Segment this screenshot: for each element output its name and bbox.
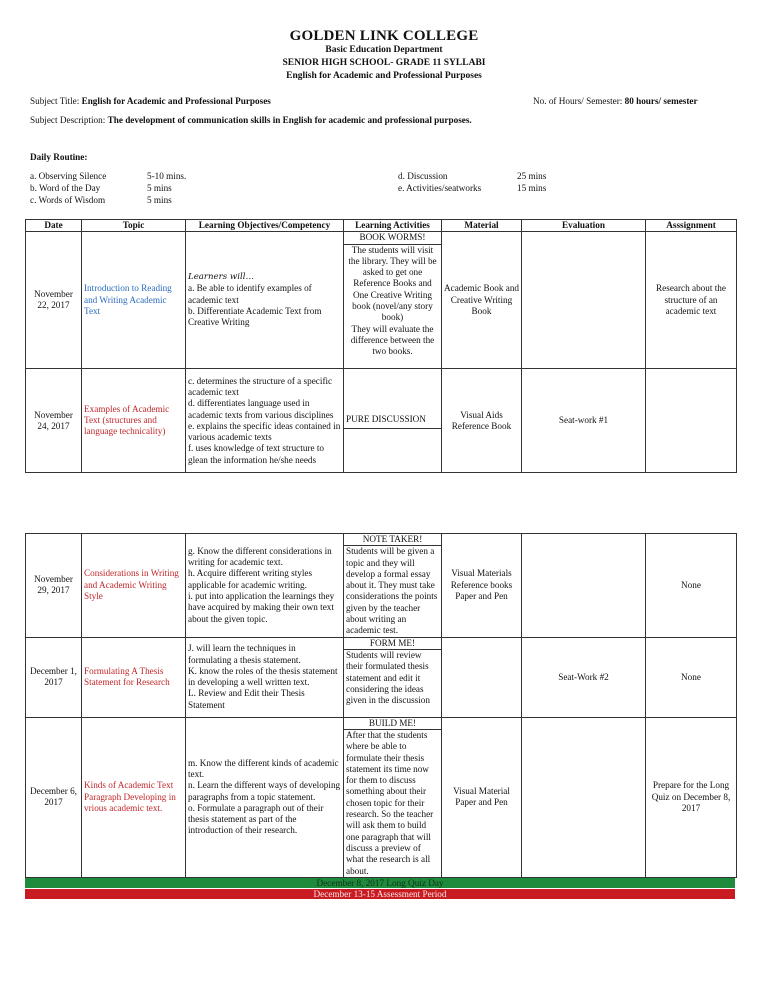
row-material: Visual Aids Reference Book [442,369,522,473]
row-date: November 22, 2017 [26,232,82,369]
department: Basic Education Department [325,45,443,55]
hours [533,96,698,106]
syllabus-table-2 [25,533,737,878]
row-objectives: m. Know the different kinds of academic text. n. Learn the different ways of developing paragraphs from a topic statement. o. Formulate a paragraph out of their thesis statement as part of the introduction of their research. [186,717,344,877]
row-objectives: J. will learn the techniques in formulating a thesis statement. K. know the roles of the thesis statement in developing a well written text. L. Review and Edit their Thesis Statement [186,637,344,717]
table-row [26,369,737,473]
header-evaluation: Evaluation [522,220,646,232]
row-evaluation: Seat-work #1 [522,369,646,473]
row-activity [344,534,442,638]
row-activity [344,637,442,717]
routine-heading: Daily Routine: [30,152,88,162]
row-material [442,637,522,717]
row-topic: Examples of Academic Text (structures and language technicality) [82,369,186,473]
activity-title: PURE DISCUSSION [344,412,441,429]
row-evaluation [522,534,646,638]
learners-will: Learners will… [188,272,255,283]
header-date: Date [26,220,82,232]
course-title: English for Academic and Professional Purposes [286,71,482,81]
row-objectives: g. Know the different considerations in writing for academic text. h. Acquire different writing styles applicable for academic writing. i. put into application the learnings they have acquired by making their own text about the given topic. [186,534,344,638]
activity-body: Students will be given a topic and they will develop a formal essay about it. They must take considerations the points given by the teacher about writing an academic test. [346,546,438,636]
row-objectives: c. determines the structure of a specific academic text d. differentiates language used in academic texts from various disciplines e. explains the specific ideas contained in various academic texts f. uses knowledge of text structure to glean the information he/she needs [186,369,344,473]
routine-time: 5-10 mins. [147,171,187,181]
header-assignment: Asssignment [646,220,737,232]
subject-desc-value: The development of communication skills in English for academic and professional purposes. [107,115,472,125]
activity-title: BUILD ME! [344,718,441,730]
table-row [26,637,737,717]
row-assignment: None [646,534,737,638]
row-topic: Introduction to Reading and Writing Academic Text [82,232,186,369]
row-material: Visual Materials Reference books Paper and Pen [442,534,522,638]
subject-title-label: Subject Title: [30,96,80,106]
table-row [26,534,737,638]
row-date: December 1, 2017 [26,637,82,717]
row-evaluation [522,232,646,369]
college-name: GOLDEN LINK COLLEGE [289,28,479,44]
activity-title: BOOK WORMS! [344,232,441,244]
row-objectives [186,232,344,369]
header-activities: Learning Activities [344,220,442,232]
routine-time: 5 mins [147,195,172,205]
row-topic: Kinds of Academic Text Paragraph Developing in vrious academic text. [82,717,186,877]
row-assignment: None [646,637,737,717]
row-activity [344,232,442,369]
row-date: November 24, 2017 [26,369,82,473]
row-evaluation: Seat-Work #2 [522,637,646,717]
row-activity [344,717,442,877]
row-assignment: Prepare for the Long Quiz on December 8, 2017 [646,717,737,877]
objectives-text: a. Be able to identify examples of academic text b. Differentiate Academic Text from Creative Writing [188,283,322,328]
subject-title-value: English for Academic and Professional Purposes [81,96,271,106]
row-date: December 6, 2017 [26,717,82,877]
hours-label: No. of Hours/ Semester: [533,96,623,106]
header-objectives: Learning Objectives/Competency [186,220,344,232]
routine-item: a. Observing Silence [30,171,107,181]
table-row [26,717,737,877]
activity-body: After that the students where be able to formulate their thesis statement its time now for them to discuss something about their chosen topic for their research. So the teacher will ask them to build one paragraph that will discuss a preview of what the research is all about. [346,729,434,876]
routine-time: 15 mins [517,183,547,193]
assessment-text: December 13-15 Assessment Period [313,889,447,899]
header-topic: Topic [82,220,186,232]
row-material: Academic Book and Creative Writing Book [442,232,522,369]
subject-description [30,115,472,125]
routine-item: e. Activities/seatworks [398,183,482,193]
subject-title [30,96,271,106]
row-activity [344,369,442,473]
row-date: November 29, 2017 [26,534,82,638]
syllabi-title: SENIOR HIGH SCHOOL- GRADE 11 SYLLABI [282,58,486,68]
long-quiz-text: December 8, 2017 Long Quiz Day [316,878,444,888]
routine-item: c. Words of Wisdom [30,195,106,205]
activity-body: The students will visit the library. They will be asked to get one Reference Books and One Creative Writing book (novel/any story book) They will evaluate the difference between the two books. [348,244,437,357]
row-assignment: Research about the structure of an academic text [646,232,737,369]
table-row [26,232,737,369]
row-assignment [646,369,737,473]
header-material: Material [442,220,522,232]
activity-body: Students will review their formulated thesis statement and edit it considering the ideas given in the discussion [346,649,430,706]
assessment-banner [25,889,735,899]
activity-title: NOTE TAKER! [344,534,441,546]
syllabus-table-1 [25,219,737,473]
row-topic: Formulating A Thesis Statement for Research [82,637,186,717]
row-material: Visual Material Paper and Pen [442,717,522,877]
hours-value: 80 hours/ semester [624,96,698,106]
subject-desc-label: Subject Description: [30,115,106,125]
activity-title: FORM ME! [344,638,441,650]
table-header-row [26,220,737,232]
long-quiz-banner [25,878,735,888]
routine-time: 25 mins [517,171,547,181]
routine-time: 5 mins [147,183,172,193]
routine-item: b. Word of the Day [30,183,101,193]
routine-item: d. Discussion [398,171,448,181]
row-topic: Considerations in Writing and Academic Writing Style [82,534,186,638]
row-evaluation [522,717,646,877]
